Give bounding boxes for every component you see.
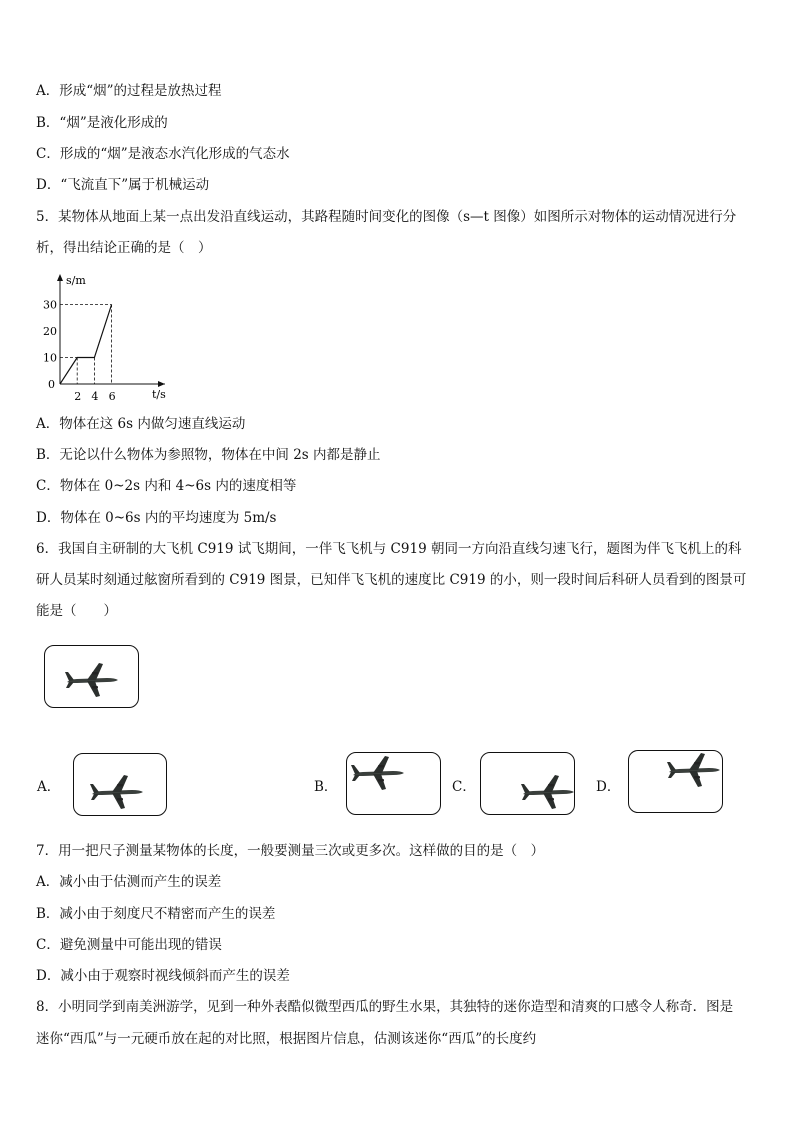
q8-stem-line1: 8．小明同学到南美洲游学，见到一种外表酷似微型西瓜的野生水果，其独特的迷你造型和清爽的口感令人称奇．图是: [36, 999, 734, 1015]
q7-option-b: B．减小由于刻度尺不精密而产生的误差: [36, 906, 276, 922]
y-tick-label: 10: [43, 351, 57, 365]
q4-option-d: D．“飞流直下”属于机械运动: [36, 177, 210, 193]
airplane-icon: [63, 662, 119, 698]
x-tick-label: 4: [91, 390, 99, 403]
q6-option-b-label: B．: [314, 779, 338, 795]
y-axis-arrow: [57, 274, 63, 281]
q5-option-c: C．物体在 0~2s 内和 4~6s 内的速度相等: [36, 478, 297, 494]
series-line: [60, 305, 112, 385]
q5-option-a: A．物体在这 6s 内做匀速直线运动: [36, 416, 246, 432]
q8-stem-line2: 迷你“西瓜”与一元硬币放在起的对比照，根据图片信息，估测该迷你“西瓜”的长度约: [36, 1031, 537, 1047]
y-tick-label: 20: [43, 325, 57, 338]
airplane-icon: [519, 774, 575, 810]
x-tick-label: 2: [74, 390, 82, 403]
q6-stem-line2: 研人员某时刻通过舷窗所看到的 C919 图景，已知伴飞飞机的速度比 C919 的小，则一段时间后科研人员看到的图景可: [36, 572, 747, 588]
q6-option-a-label: A．: [37, 779, 61, 795]
q5-stem-line1: 5．某物体从地面上某一点出发沿直线运动，其路程随时间变化的图像（s—t 图像）如图所示对物体的运动情况进行分: [36, 209, 737, 225]
x-axis-arrow: [158, 381, 165, 387]
q7-stem: 7．用一把尺子测量某物体的长度，一般要测量三次或更多次。这样做的目的是（ ）: [36, 843, 545, 859]
airplane-icon: [88, 774, 144, 810]
y-tick-label: 30: [43, 298, 57, 312]
q6-option-c-window[interactable]: [480, 752, 575, 815]
q4-option-c: C．形成的“烟”是液态水汽化形成的气态水: [36, 146, 290, 162]
x-tick-label: 6: [108, 390, 116, 403]
q7-option-c: C．避免测量中可能出现的错误: [36, 937, 222, 953]
x-axis-label: t/s: [152, 388, 166, 401]
q5-option-d: D．物体在 0~6s 内的平均速度为 5m/s: [36, 510, 277, 526]
q6-option-d-label: D．: [596, 779, 621, 795]
q5-stem-line2: 析，得出结论正确的是（ ）: [36, 240, 212, 256]
q4-option-b: B．“烟”是液化形成的: [36, 115, 168, 131]
y-axis-label: s/m: [66, 274, 86, 287]
q4-option-a: A．形成“烟”的过程是放热过程: [36, 83, 222, 99]
q7-option-a: A．减小由于估测而产生的误差: [36, 874, 222, 890]
q6-option-c-label: C．: [452, 779, 476, 795]
q6-stem-line1: 6．我国自主研制的大飞机 C919 试飞期间，一伴飞飞机与 C919 朝同一方向沿直线匀速飞行，题图为伴飞飞机上的科: [36, 541, 742, 557]
s-t-graph: [30, 268, 180, 404]
q7-option-d: D．减小由于观察时视线倾斜而产生的误差: [36, 968, 290, 984]
q6-option-a-window[interactable]: [73, 753, 167, 816]
q6-option-d-window[interactable]: [628, 750, 723, 813]
airplane-icon: [349, 755, 405, 791]
origin-label: 0: [48, 378, 55, 391]
q6-stem-line3: 能是（ ）: [36, 603, 117, 619]
q6-option-b-window[interactable]: [346, 752, 441, 815]
reference-window: [44, 645, 139, 708]
airplane-icon: [665, 752, 721, 788]
q5-option-b: B．无论以什么物体为参照物，物体在中间 2s 内都是静止: [36, 447, 381, 463]
